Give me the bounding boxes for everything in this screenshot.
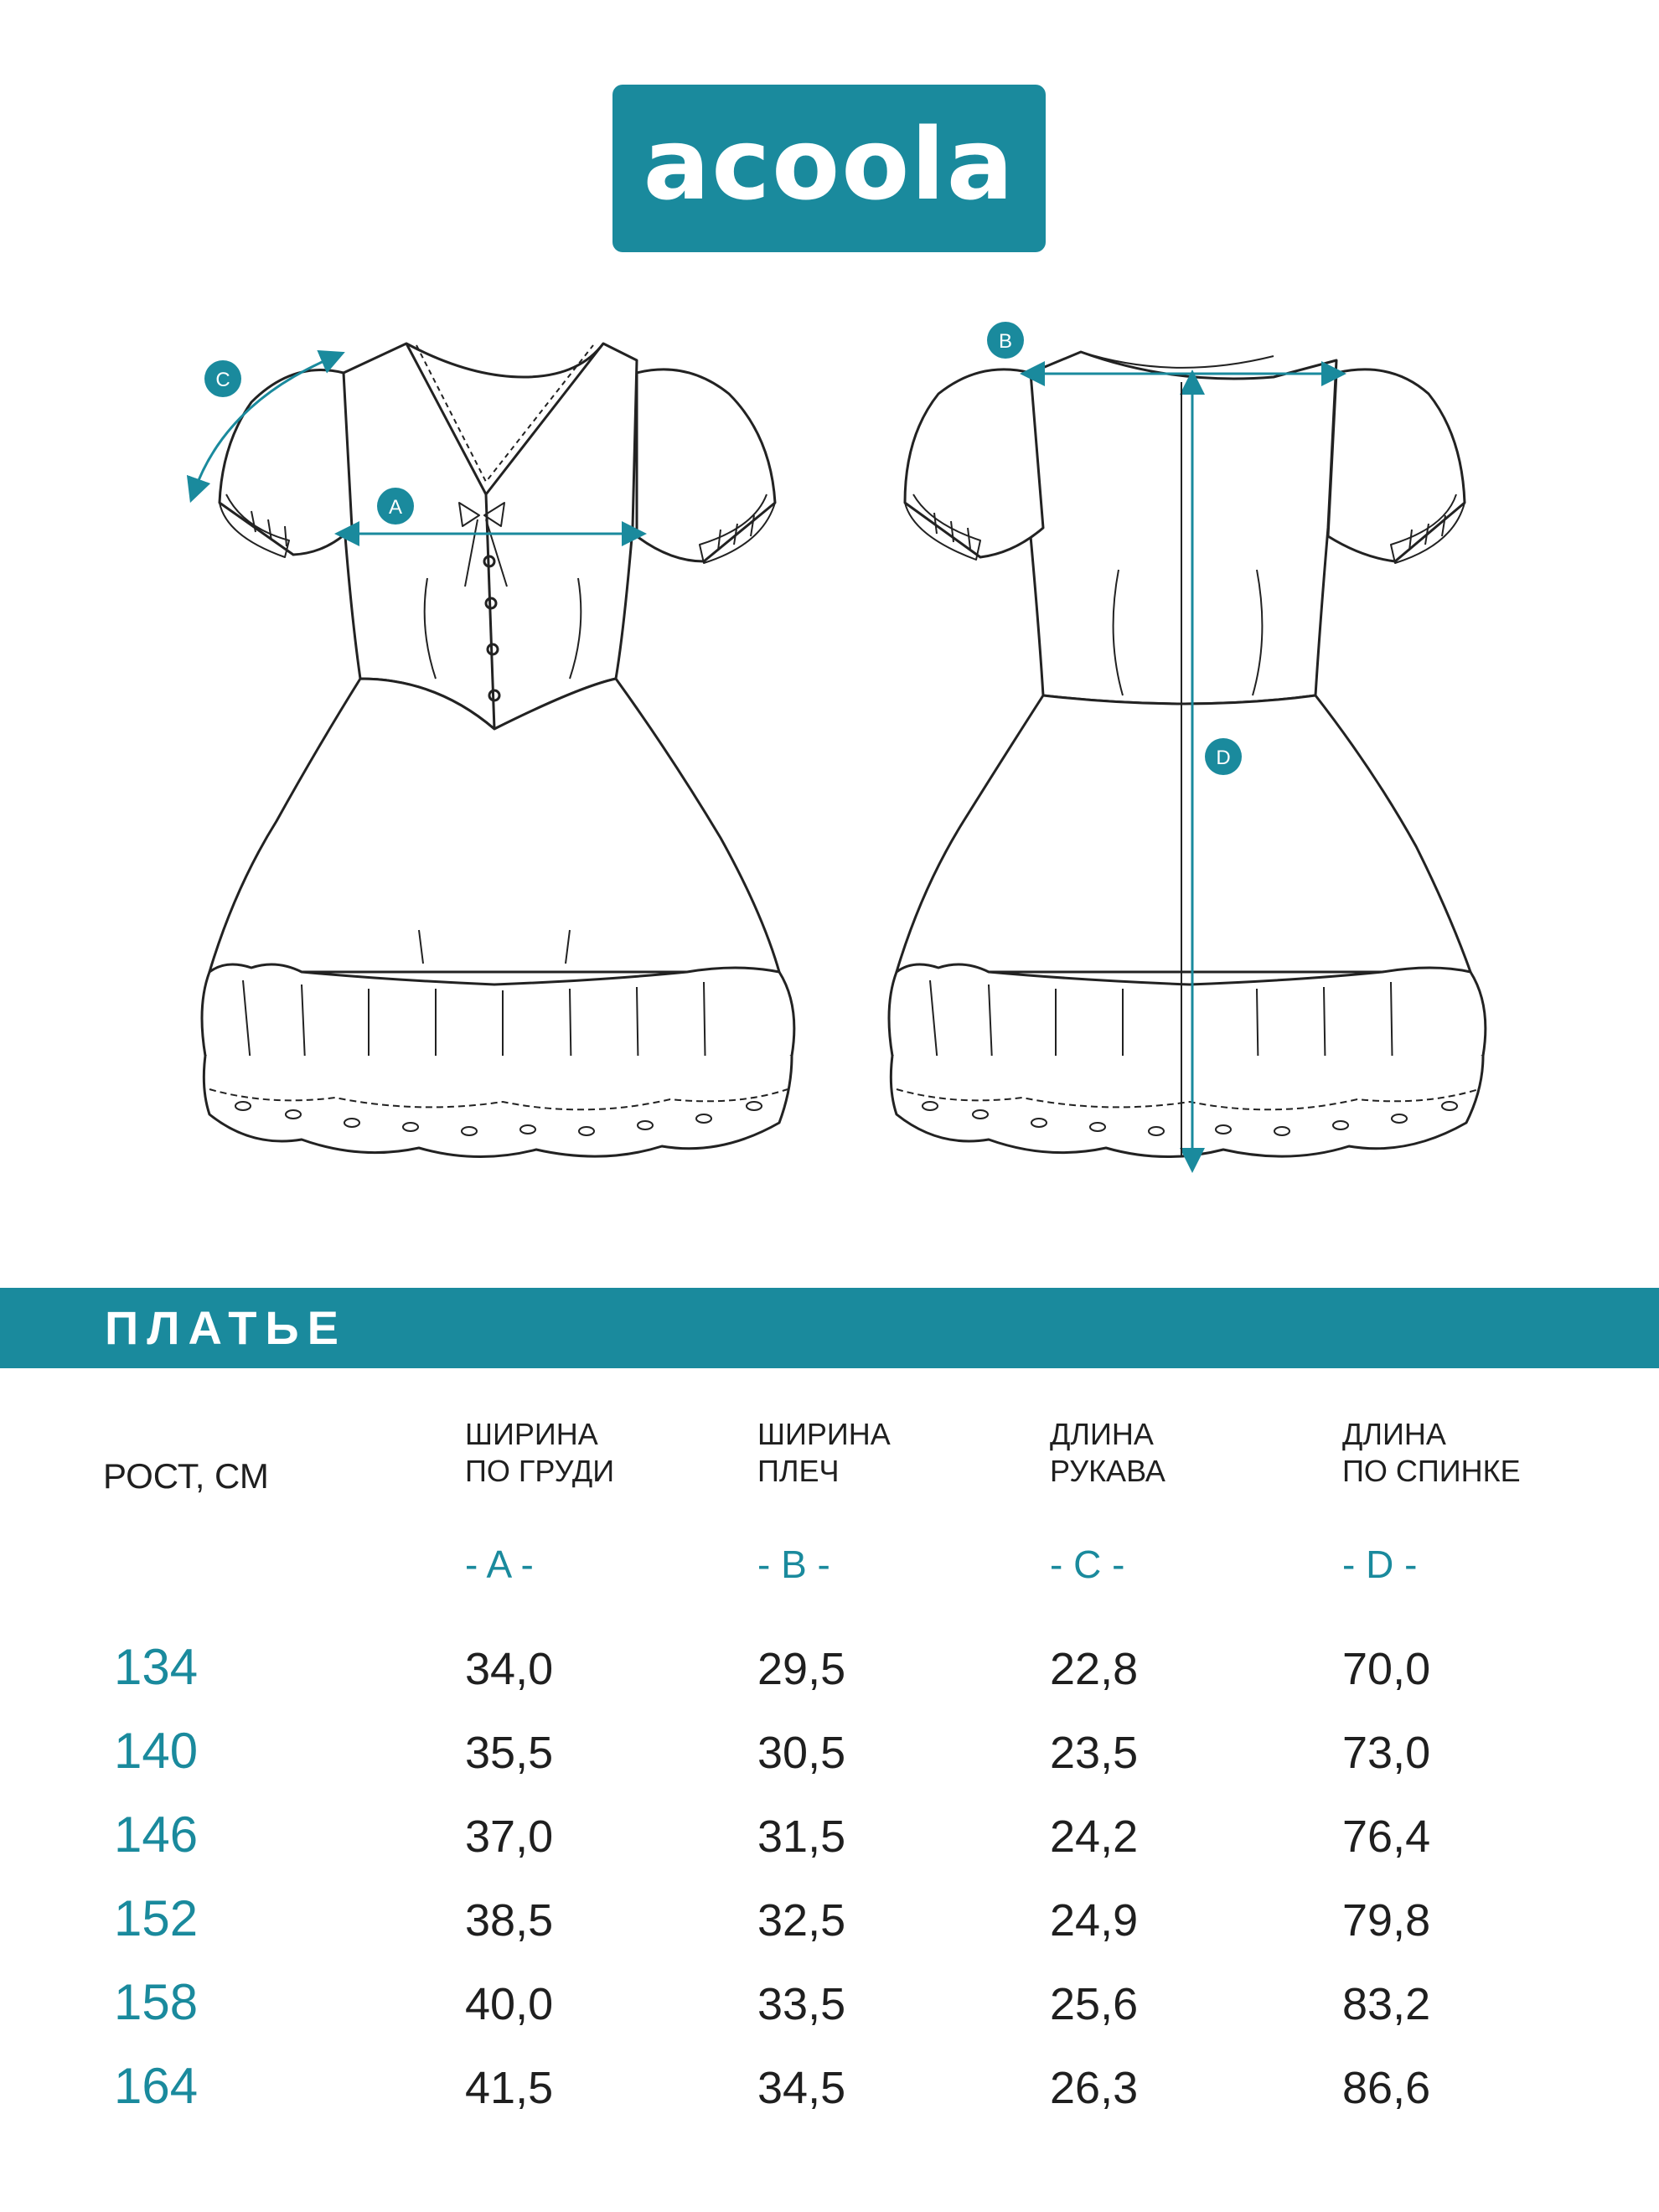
- back-length-value: 76,4: [1342, 1811, 1431, 1862]
- dress-technical-drawing: [0, 302, 1659, 1198]
- sleeve-length-value: 25,6: [1050, 1979, 1139, 2029]
- product-title: ПЛАТЬЕ: [105, 1301, 348, 1354]
- chest-width-value: 37,0: [465, 1811, 554, 1862]
- height-value: 152: [114, 1890, 199, 1946]
- brand-logo: [612, 85, 1046, 252]
- shoulder-width-value: 31,5: [757, 1811, 846, 1862]
- height-value: 140: [114, 1723, 199, 1779]
- col-code-c: - C -: [1050, 1543, 1125, 1586]
- back-length-value: 79,8: [1342, 1895, 1431, 1946]
- height-value: 146: [114, 1806, 199, 1863]
- col-code-d: - D -: [1342, 1543, 1418, 1586]
- back-length-value: 73,0: [1342, 1728, 1431, 1778]
- col-code-a: - A -: [465, 1543, 534, 1586]
- svg-text:C: C: [215, 369, 230, 391]
- sleeve-length-value: 23,5: [1050, 1728, 1139, 1778]
- col-header-chest-width: ШИРИНА ПО ГРУДИ: [465, 1417, 615, 1488]
- height-value: 164: [114, 2058, 199, 2114]
- sleeve-length-value: 22,8: [1050, 1644, 1139, 1694]
- shoulder-width-value: 33,5: [757, 1979, 846, 2029]
- product-banner: [0, 1288, 1659, 1368]
- sleeve-length-value: 24,9: [1050, 1895, 1139, 1946]
- row-header-height: РОСТ, СМ: [103, 1456, 269, 1496]
- col-code-b: - B -: [757, 1543, 830, 1586]
- sleeve-length-value: 26,3: [1050, 2063, 1139, 2113]
- col-header-back-length: ДЛИНА ПО СПИНКЕ: [1342, 1417, 1521, 1488]
- height-value: 158: [114, 1974, 199, 2030]
- shoulder-width-value: 30,5: [757, 1728, 846, 1778]
- marker-d: [1205, 738, 1242, 775]
- chest-width-value: 38,5: [465, 1895, 554, 1946]
- height-value: 134: [114, 1639, 199, 1695]
- marker-a: [377, 488, 414, 525]
- back-length-value: 86,6: [1342, 2063, 1431, 2113]
- dress-front-view: [202, 344, 794, 1157]
- chest-width-value: 35,5: [465, 1728, 554, 1778]
- svg-text:A: A: [388, 496, 403, 519]
- shoulder-width-value: 32,5: [757, 1895, 846, 1946]
- brand-logo-text: acoola: [643, 106, 1016, 222]
- svg-text:B: B: [998, 330, 1013, 353]
- col-header-shoulder-width: ШИРИНА ПЛЕЧ: [757, 1417, 891, 1488]
- svg-text:D: D: [1216, 747, 1231, 769]
- sleeve-length-value: 24,2: [1050, 1811, 1139, 1862]
- marker-c: [204, 360, 241, 397]
- col-header-sleeve-length: ДЛИНА РУКАВА: [1050, 1417, 1165, 1488]
- shoulder-width-value: 34,5: [757, 2063, 846, 2113]
- back-length-value: 83,2: [1342, 1979, 1431, 2029]
- dress-back-view: [889, 352, 1486, 1157]
- chest-width-value: 41,5: [465, 2063, 554, 2113]
- marker-b: [987, 322, 1024, 359]
- back-length-value: 70,0: [1342, 1644, 1431, 1694]
- shoulder-width-value: 29,5: [757, 1644, 846, 1694]
- chest-width-value: 34,0: [465, 1644, 554, 1694]
- chest-width-value: 40,0: [465, 1979, 554, 2029]
